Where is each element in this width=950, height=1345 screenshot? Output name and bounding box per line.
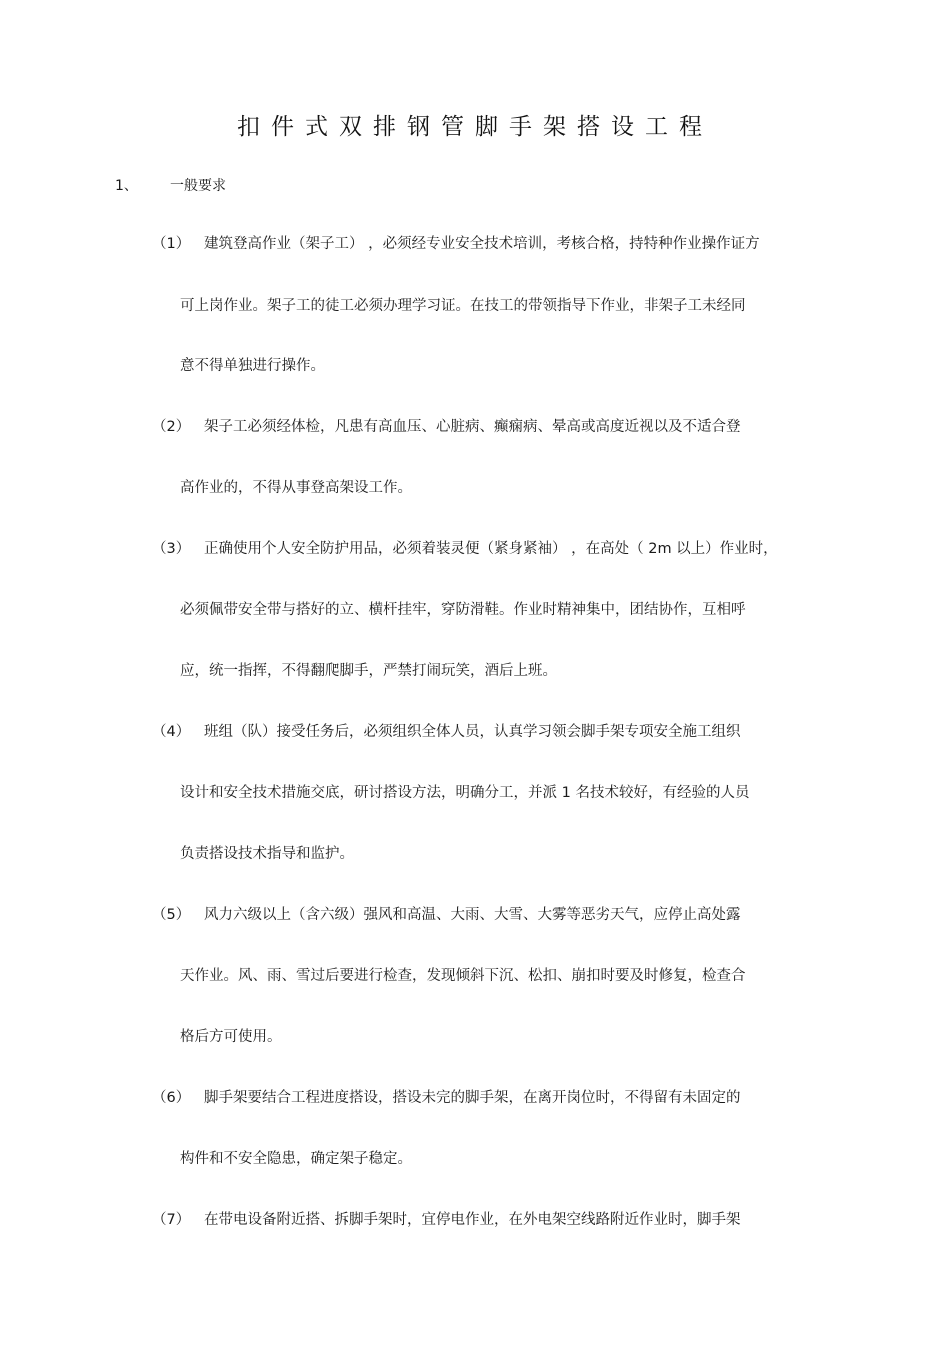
paragraph-line: 风力六级以上（含六级）强风和高温、大雨、大雪、大雾等恶劣天气，应停止高处露: [204, 907, 741, 923]
paragraph-line: 意不得单独进行操作。: [180, 358, 325, 374]
item-number: （2）: [152, 419, 191, 435]
section-heading: 一般要求: [170, 178, 226, 194]
paragraph-line: 应，统一指挥，不得翻爬脚手，严禁打闹玩笑，酒后上班。: [180, 663, 557, 679]
paragraph-line: 格后方可使用。: [180, 1029, 282, 1045]
paragraph-line: 脚手架要结合工程进度搭设，搭设未完的脚手架，在离开岗位时，不得留有未固定的: [204, 1090, 741, 1106]
item-number: （4）: [152, 724, 191, 740]
paragraph-line: 设计和安全技术措施交底，研讨搭设方法，明确分工，并派 1 名技术较好，有经验的人员: [180, 785, 750, 801]
item-number: （1）: [152, 236, 191, 252]
paragraph-line: 在带电设备附近搭、拆脚手架时，宜停电作业，在外电架空线路附近作业时，脚手架: [204, 1212, 741, 1228]
paragraph-line: 必须佩带安全带与搭好的立、横杆挂牢，穿防滑鞋。作业时精神集中，团结协作，互相呼: [180, 602, 746, 618]
paragraph-line: 架子工必须经体检，凡患有高血压、心脏病、癫痫病、晕高或高度近视以及不适合登: [204, 419, 741, 435]
section-number: 1、: [115, 178, 138, 194]
paragraph-line: 可上岗作业。架子工的徒工必须办理学习证。在技工的带领指导下作业，非架子工未经同: [180, 298, 746, 314]
item-number: （5）: [152, 907, 191, 923]
paragraph-line: 正确使用个人安全防护用品，必须着装灵便（紧身紧袖） ，在高处（ 2m 以上）作业时，: [204, 541, 778, 557]
page-title: 扣件式双排钢管脚手架搭设工程: [237, 114, 713, 140]
paragraph-line: 班组（队）接受任务后，必须组织全体人员，认真学习领会脚手架专项安全施工组织: [204, 724, 741, 740]
paragraph-line: 天作业。风、雨、雪过后要进行检查，发现倾斜下沉、松扣、崩扣时要及时修复，检查合: [180, 968, 746, 984]
paragraph-line: 建筑登高作业（架子工） ，必须经专业安全技术培训，考核合格，持特种作业操作证方: [204, 236, 760, 252]
item-number: （3）: [152, 541, 191, 557]
paragraph-line: 高作业的，不得从事登高架设工作。: [180, 480, 412, 496]
item-number: （7）: [152, 1212, 191, 1228]
item-number: （6）: [152, 1090, 191, 1106]
paragraph-line: 构件和不安全隐患，确定架子稳定。: [180, 1151, 412, 1167]
paragraph-line: 负责搭设技术指导和监护。: [180, 846, 354, 862]
